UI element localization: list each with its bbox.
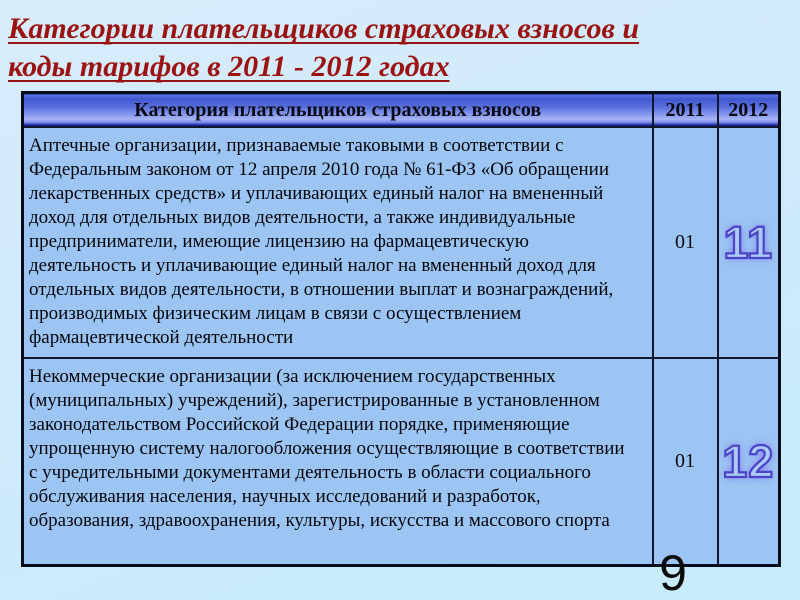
code-2012-pharmacy-orgs: 11	[718, 127, 780, 358]
slide-page-number: 9	[659, 545, 687, 600]
code-2011-noncommercial-orgs: 01	[653, 358, 718, 566]
table-row-pharmacy-orgs	[23, 127, 780, 358]
tariff-codes-table	[21, 91, 781, 567]
code-2012-noncommercial-orgs: 12	[718, 358, 780, 566]
category-text-noncommercial-orgs: Некоммерческие организации (за исключением государственных (муниципальных) учреждений), зарегистрированные в установленном законодательством Российской Федерации порядке, применяющие упрощенную систему налогообложения осуществляющие в соответствии с учредительными документами деятельность в области социального обслуживания населения, научных исследований и разработок, образования, здравоохранения, культуры, искусства и массового спорта	[23, 358, 653, 566]
slide-title-line2: коды тарифов в 2011 - 2012 годах	[8, 50, 450, 83]
table-header-row	[23, 93, 780, 128]
slide-title-line1: Категории плательщиков страховых взносов и	[8, 12, 640, 45]
header-year-2012: 2012	[718, 93, 780, 128]
table-row-noncommercial-orgs	[23, 358, 780, 566]
code-2011-pharmacy-orgs: 01	[653, 127, 718, 358]
slide-title	[8, 10, 768, 86]
header-category: Категория плательщиков страховых взносов	[23, 93, 653, 128]
category-text-pharmacy-orgs: Аптечные организации, признаваемые таковыми в соответствии с Федеральным законом от 12 апреля 2010 года № 61-ФЗ «Об обращении лекарственных средств» и уплачивающих единый налог на вмененный доход для отдельных видов деятельности, а также индивидуальные предприниматели, имеющие лицензию на фармацевтическую деятельность и уплачивающие единый налог на вмененный доход для отдельных видов деятельности, в отношении выплат и вознаграждений, производимых физическим лицам в связи с осуществлением фармацевтической деятельности	[23, 127, 653, 358]
header-year-2011: 2011	[653, 93, 718, 128]
